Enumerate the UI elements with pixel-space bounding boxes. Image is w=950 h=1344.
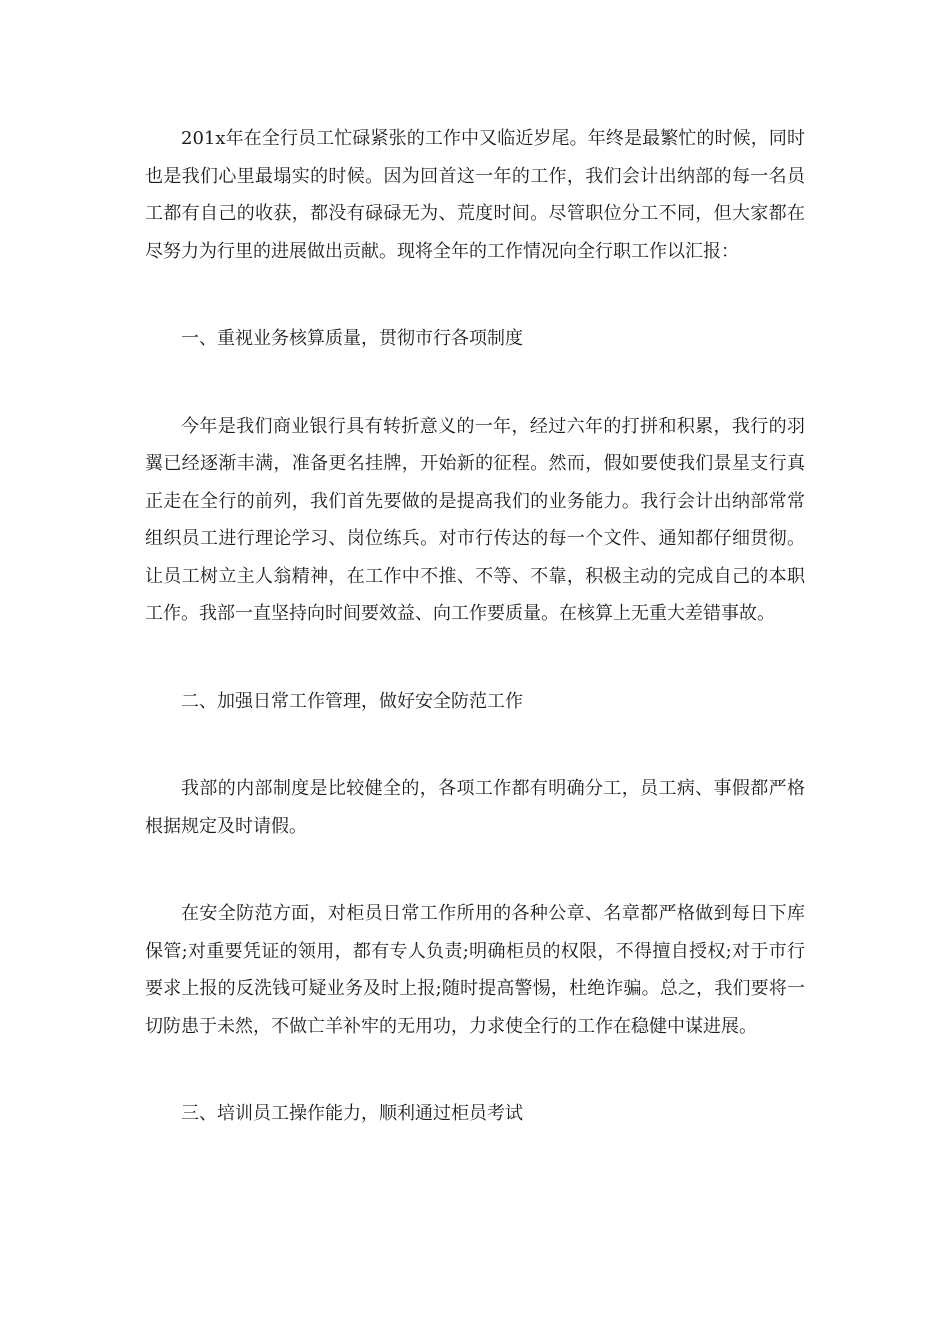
- section-2-paragraph-1: 我部的内部制度是比较健全的，各项工作都有明确分工，员工病、事假都严格根据规定及时请假。: [145, 778, 805, 837]
- section-3-heading: 三、培训员工操作能力，顺利通过柜员考试: [181, 1103, 523, 1124]
- section-2-paragraph-2: 在安全防范方面，对柜员日常工作所用的各种公章、名章都严格做到每日下库保管;对重要凭证的领用，都有专人负责;明确柜员的权限，不得擅自授权;对于市行要求上报的反洗钱可疑业务及时上报;随时提高警惕，杜绝诈骗。总之，我们要将一切防患于未然，不做亡羊补牢的无用功，力求使全行的工作在稳健中谋进展。: [145, 903, 805, 1037]
- section-1-paragraph: 今年是我们商业银行具有转折意义的一年，经过六年的打拼和积累，我行的羽翼已经逐渐丰满，准备更名挂牌，开始新的征程。然而，假如要使我们景星支行真正走在全行的前列，我们首先要做的是提高我们的业务能力。我行会计出纳部常常组织员工进行理论学习、岗位练兵。对市行传达的每一个文件、通知都仔细贯彻。让员工树立主人翁精神，在工作中不推、不等、不靠，积极主动的完成自己的本职工作。我部一直坚持向时间要效益、向工作要质量。在核算上无重大差错事故。: [145, 415, 805, 624]
- paragraph-gap: [145, 270, 805, 320]
- paragraph-gap: [145, 633, 805, 683]
- paragraph-gap: [145, 358, 805, 408]
- section-1-heading: 一、重视业务核算质量，贯彻市行各项制度: [181, 328, 523, 349]
- paragraph-gap: [145, 720, 805, 770]
- document-body: [145, 120, 805, 1133]
- section-2-heading: 二、加强日常工作管理，做好安全防范工作: [181, 690, 523, 712]
- paragraph-gap: [145, 845, 805, 895]
- intro-paragraph: 201x年在全行员工忙碌紧张的工作中又临近岁尾。年终是最繁忙的时候，同时也是我们心里最塌实的时候。因为回首这一年的工作，我们会计出纳部的每一名员工都有自己的收获，都没有碌碌无为、荒度时间。尽管职位分工不同，但大家都在尽努力为行里的进展做出贡献。现将全年的工作情况向全行职工作以汇报：: [145, 128, 805, 262]
- paragraph-gap: [145, 1045, 805, 1095]
